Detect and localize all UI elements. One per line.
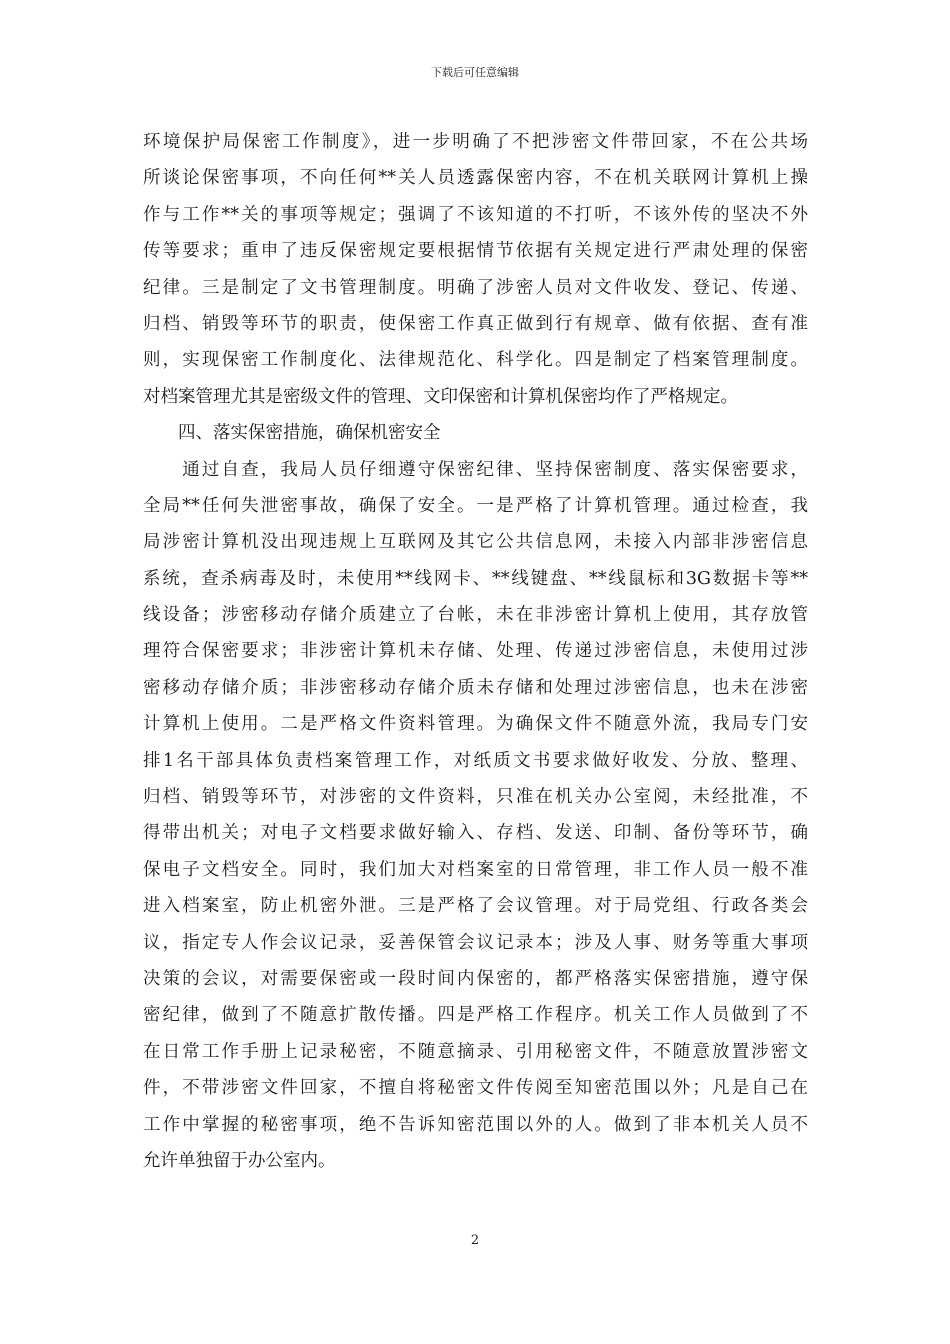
- text-line: 通过自查，我局人员仔细遵守保密纪律、坚持保密制度、落实保密要求，: [143, 459, 808, 480]
- text-line: 归档、销毁等环节，对涉密的文件资料，只准在机关办公室阅，未经批准，不: [143, 787, 808, 808]
- text-line: 归档、销毁等环节的职责，使保密工作真正做到行有规章、做有依据、查有准: [143, 313, 808, 334]
- text-line: 全局**任何失泄密事故，确保了安全。一是严格了计算机管理。通过检查，我: [143, 495, 808, 516]
- text-line: 则，实现保密工作制度化、法律规范化、科学化。四是制定了档案管理制度。: [143, 350, 808, 371]
- text-line: 理符合保密要求；非涉密计算机未存储、处理、传递过涉密信息，未使用过涉: [143, 641, 808, 662]
- text-line: 工作中掌握的秘密事项，绝不告诉知密范围以外的人。做到了非本机关人员不: [143, 1114, 808, 1135]
- text-line: 决策的会议，对需要保密或一段时间内保密的，都严格落实保密措施，遵守保: [143, 968, 808, 989]
- text-line: 所谈论保密事项，不向任何**关人员透露保密内容，不在机关联网计算机上操: [143, 168, 808, 189]
- text-line: 作与工作**关的事项等规定；强调了不该知道的不打听，不该外传的坚决不外: [143, 204, 808, 225]
- text-line: 系统，查杀病毒及时，未使用**线网卡、**线键盘、**线鼠标和3G数据卡等**: [143, 568, 808, 589]
- text-line: 计算机上使用。二是严格文件资料管理。为确保文件不随意外流，我局专门安: [143, 714, 808, 735]
- page-header: 下载后可任意编辑: [431, 66, 519, 79]
- text-line: 保电子文档安全。同时，我们加大对档案室的日常管理，非工作人员一般不准: [143, 859, 808, 880]
- text-line: 排1名干部具体负责档案管理工作，对纸质文书要求做好收发、分放、整理、: [143, 750, 808, 771]
- text-line: 件，不带涉密文件回家，不擅自将秘密文件传阅至知密范围以外；凡是自己在: [143, 1078, 808, 1099]
- text-line: 对档案管理尤其是密级文件的管理、文印保密和计算机保密均作了严格规定。: [143, 386, 738, 407]
- text-line: 在日常工作手册上记录秘密，不随意摘录、引用秘密文件，不随意放置涉密文: [143, 1041, 808, 1062]
- text-line: 允许单独留于办公室内。: [143, 1150, 336, 1171]
- text-line: 纪律。三是制定了文书管理制度。明确了涉密人员对文件收发、登记、传递、: [143, 277, 808, 298]
- text-line: 环境保护局保密工作制度》，进一步明确了不把涉密文件带回家，不在公共场: [143, 132, 808, 152]
- section-heading: 四、落实保密措施，确保机密安全: [143, 423, 441, 444]
- text-line: 局涉密计算机没出现违规上互联网及其它公共信息网，未接入内部非涉密信息: [143, 532, 808, 553]
- text-line: 议，指定专人作会议记录，妥善保管会议记录本；涉及人事、财务等重大事项: [143, 932, 808, 953]
- text-line: 密纪律，做到了不随意扩散传播。四是严格工作程序。机关工作人员做到了不: [143, 1005, 808, 1026]
- text-line: 传等要求；重申了违反保密规定要根据情节依据有关规定进行严肃处理的保密: [143, 241, 808, 262]
- text-line: 得带出机关；对电子文档要求做好输入、存档、发送、印制、备份等环节，确: [143, 823, 808, 844]
- text-line: 线设备；涉密移动存储介质建立了台帐，未在非涉密计算机上使用，其存放管: [143, 605, 808, 626]
- document-body: [143, 124, 808, 1179]
- text-line: 密移动存储介质；非涉密移动存储介质未存储和处理过涉密信息，也未在涉密: [143, 677, 808, 698]
- page-number: 2: [470, 1233, 480, 1248]
- text-line: 进入档案室，防止机密外泄。三是严格了会议管理。对于局党组、行政各类会: [143, 896, 808, 917]
